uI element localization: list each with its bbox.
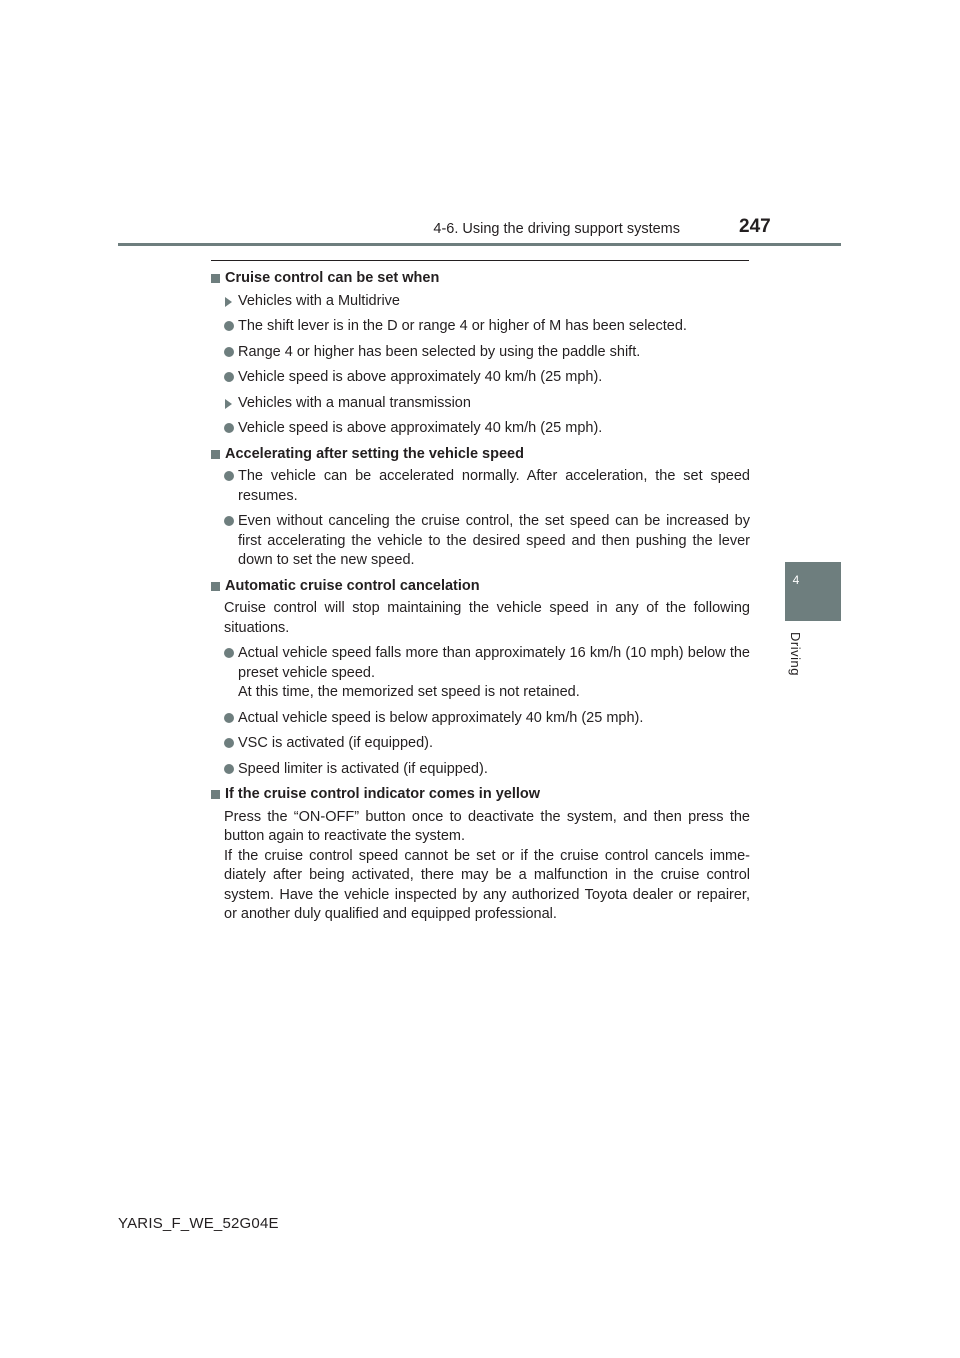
- triangle-bullet-icon: [225, 399, 232, 409]
- paragraph: [224, 808, 750, 925]
- square-bullet-icon: [211, 790, 220, 799]
- bullet-item: [224, 317, 750, 337]
- item-text-line: Actual vehicle speed is below approximately 40 km/h (25 mph).: [238, 709, 644, 726]
- item-text-line: Actual vehicle speed falls more than approximately 16 km/h (10 mph) below the preset vehicle speed.: [238, 645, 750, 681]
- section-heading-text: Accelerating after setting the vehicle speed: [225, 445, 524, 462]
- section-heading: [211, 785, 750, 805]
- item-text: [238, 644, 750, 703]
- sub-heading-item: [224, 292, 750, 312]
- item-text: [238, 734, 750, 754]
- header-rule: [118, 243, 841, 246]
- item-text-line: Vehicles with a Multidrive: [238, 292, 400, 309]
- item-extra-text: At this time, the memorized set speed is not retained.: [238, 684, 580, 700]
- item-text-line: Vehicles with a manual transmission: [238, 394, 471, 411]
- item-text-line: VSC is activated (if equipped).: [238, 735, 434, 751]
- content-top-rule: [211, 260, 749, 261]
- item-text-line: Vehicle speed is above approximately 40 km/h (25 mph).: [238, 369, 603, 385]
- paragraph-text: Cruise control will stop maintaining the vehicle speed in any of the following situations.: [224, 600, 750, 636]
- item-text: [238, 512, 750, 571]
- item-text: [238, 709, 750, 729]
- section-heading: [211, 577, 750, 597]
- triangle-bullet-icon: [225, 297, 232, 307]
- section-heading: [211, 445, 750, 465]
- bullet-item: [224, 760, 750, 780]
- item-text-line: Vehicle speed is above approximately 40 km/h (25 mph).: [238, 420, 603, 436]
- bullet-item: [224, 368, 750, 388]
- bullet-item: [224, 467, 750, 506]
- circle-bullet-icon: [224, 648, 234, 658]
- section-heading-text: If the cruise control indicator comes in yellow: [225, 786, 541, 802]
- item-text: [238, 394, 750, 414]
- chapter-tab-number: 4: [792, 573, 800, 587]
- circle-bullet-icon: [224, 516, 234, 526]
- circle-bullet-icon: [224, 423, 234, 433]
- bullet-item: [224, 419, 750, 439]
- item-text: [238, 292, 750, 312]
- circle-bullet-icon: [224, 347, 234, 357]
- section: [211, 577, 750, 780]
- item-text: [238, 317, 750, 337]
- paragraph-extra-text: If the cruise control speed cannot be set or if the cruise control cancels imme-diately after being activated, there may be a malfunction in the cruise control system. Have the vehicle inspected by any authorized Toyota dealer or repairer, or another duly qualified and equipped professional.: [224, 847, 750, 922]
- bullet-item: [224, 343, 750, 363]
- page-number: 247: [739, 216, 771, 237]
- square-bullet-icon: [211, 582, 220, 591]
- paragraph: [224, 599, 750, 638]
- chapter-tab-label: Driving: [788, 632, 803, 676]
- item-text: [238, 760, 750, 780]
- section: [211, 785, 750, 925]
- section-heading: [211, 269, 750, 289]
- square-bullet-icon: [211, 274, 220, 283]
- chapter-tab: [785, 562, 841, 621]
- item-text-line: Speed limiter is activated (if equipped).: [238, 760, 488, 777]
- bullet-item: [224, 734, 750, 754]
- bullet-item: [224, 644, 750, 703]
- square-bullet-icon: [211, 450, 220, 459]
- item-text-line: The shift lever is in the D or range 4 or higher of M has been selected.: [238, 318, 687, 334]
- document-code: YARIS_F_WE_52G04E: [118, 1215, 279, 1232]
- circle-bullet-icon: [224, 738, 234, 748]
- running-header-section: 4-6. Using the driving support systems: [433, 221, 680, 237]
- item-text: [238, 419, 750, 439]
- item-text: [238, 467, 750, 506]
- content-body: [211, 269, 750, 931]
- item-text-line: The vehicle can be accelerated normally. After acceleration, the set speed resumes.: [238, 468, 750, 504]
- circle-bullet-icon: [224, 713, 234, 723]
- item-text-line: Range 4 or higher has been selected by using the paddle shift.: [238, 343, 641, 360]
- circle-bullet-icon: [224, 321, 234, 331]
- sub-heading-item: [224, 394, 750, 414]
- circle-bullet-icon: [224, 764, 234, 774]
- section: [211, 269, 750, 439]
- circle-bullet-icon: [224, 372, 234, 382]
- bullet-item: [224, 512, 750, 571]
- circle-bullet-icon: [224, 471, 234, 481]
- item-text-line: Even without canceling the cruise control, the set speed can be increased by first accelerating the vehicle to the desired speed and then pushing the lever down to set the new speed.: [238, 513, 750, 568]
- section-heading-text: Automatic cruise control cancelation: [225, 577, 480, 594]
- bullet-item: [224, 709, 750, 729]
- item-text: [238, 368, 750, 388]
- item-text: [238, 343, 750, 363]
- section-heading-text: Cruise control can be set when: [225, 270, 440, 286]
- section: [211, 445, 750, 571]
- paragraph-text: Press the “ON-OFF” button once to deactivate the system, and then press the button again to reactivate the system.: [224, 808, 750, 844]
